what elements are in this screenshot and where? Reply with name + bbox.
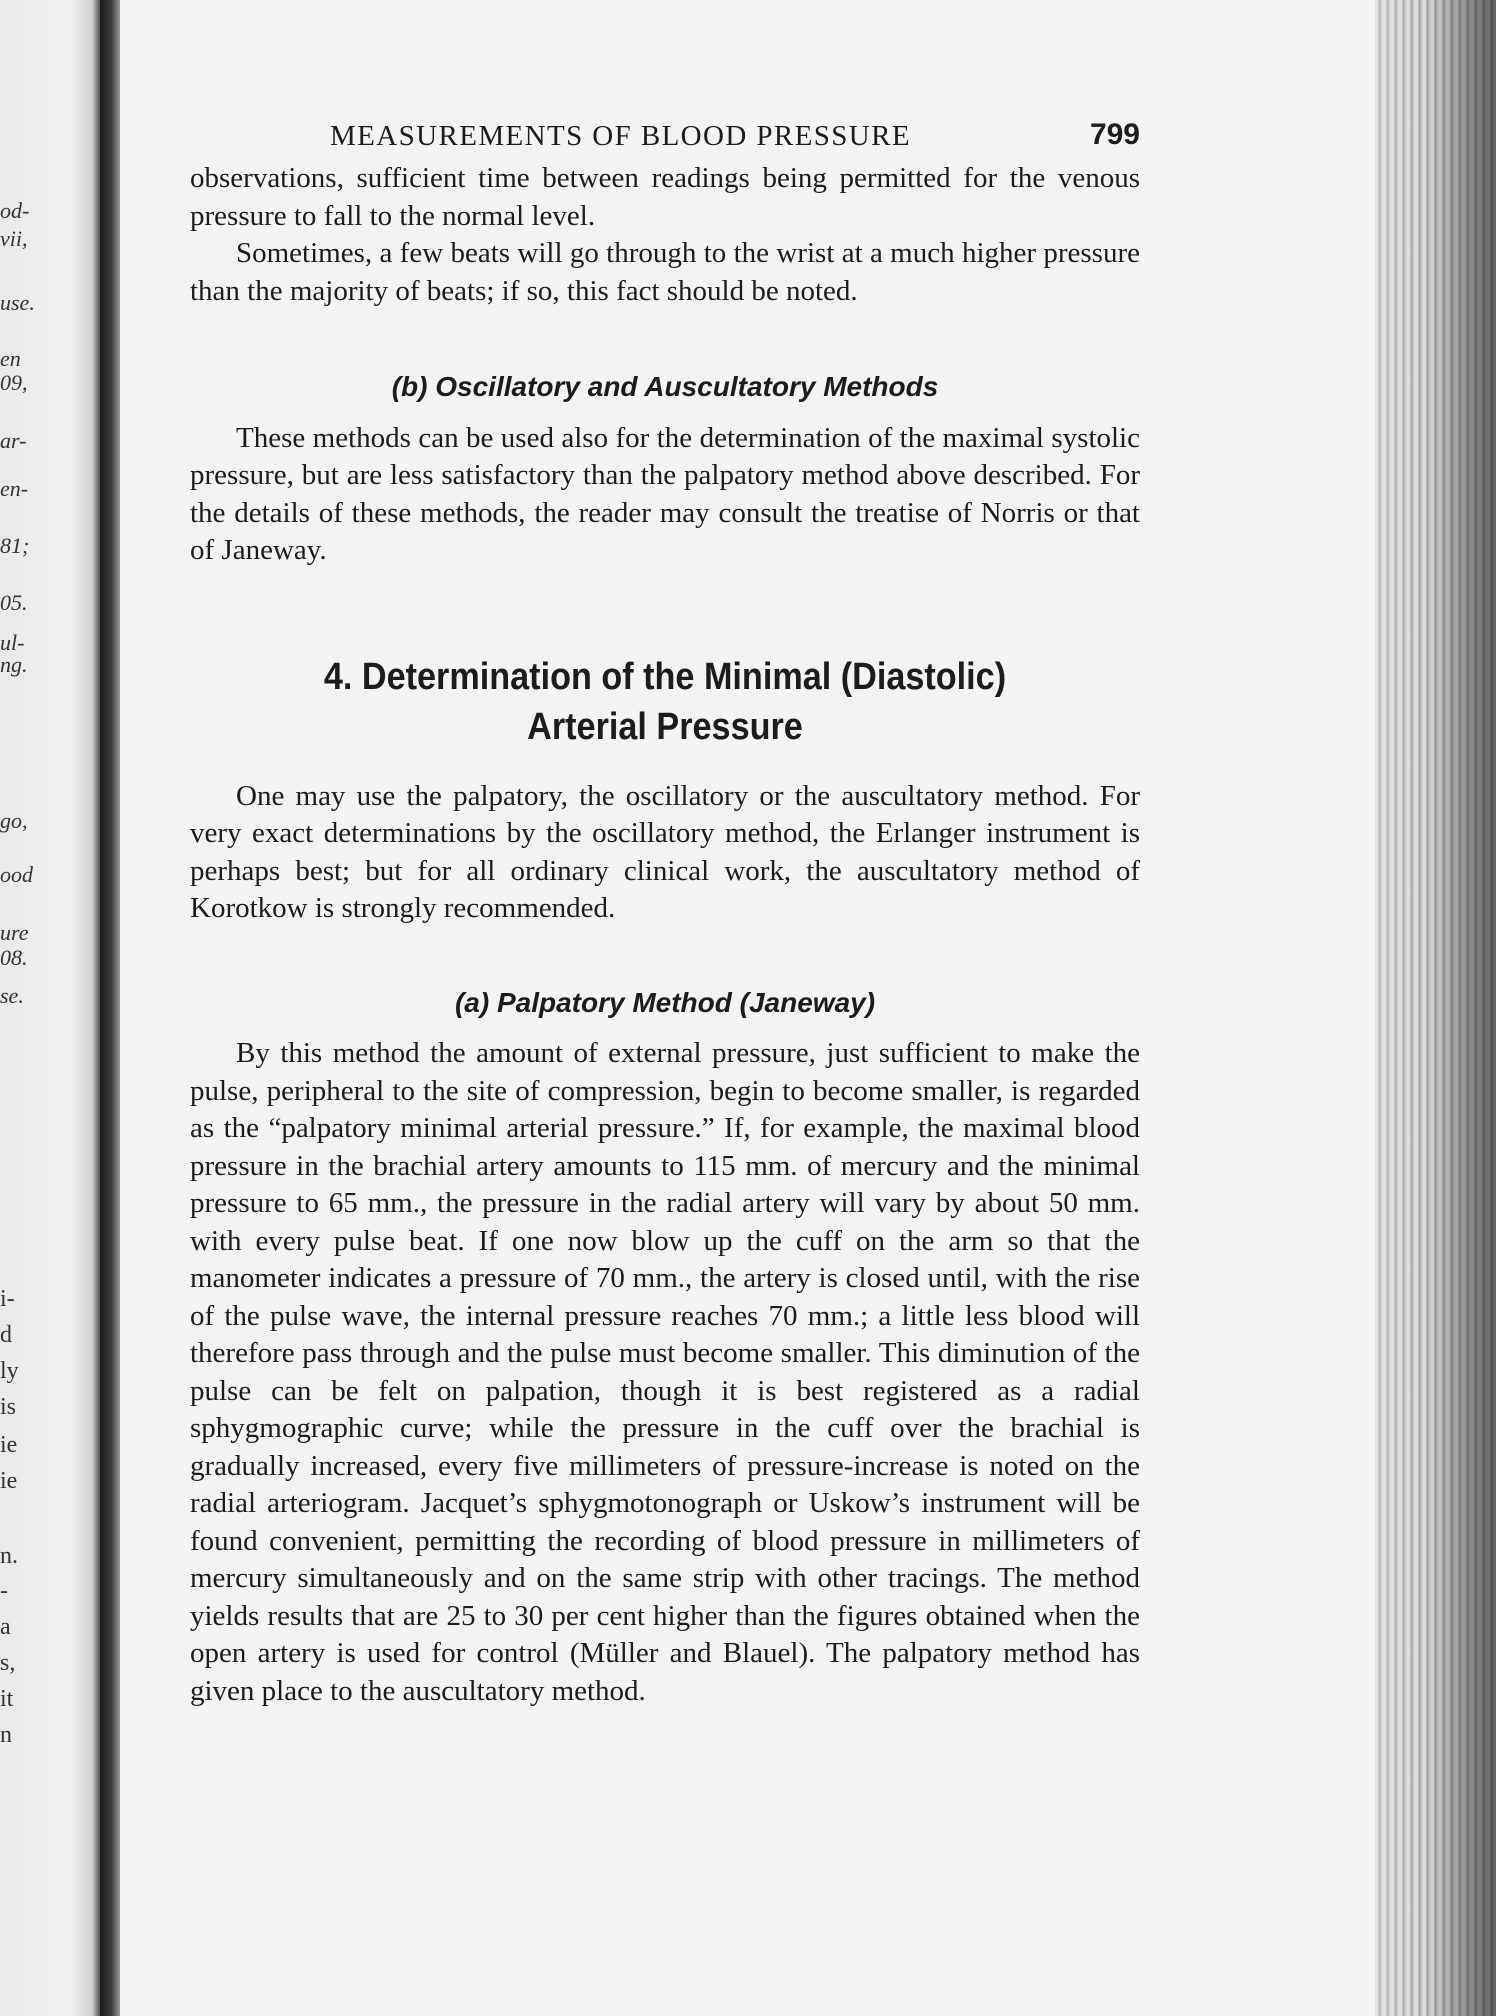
fragment: is (0, 1394, 17, 1420)
fragment: od- (0, 198, 30, 223)
fragment: 81; (0, 533, 30, 558)
fragment: ood (0, 862, 33, 887)
section-heading-block (190, 652, 1140, 752)
fragment: ly (0, 1358, 19, 1384)
page-number: 799 (1089, 118, 1140, 151)
section-heading-line1: 4. Determination of the Minimal (Diastolic) (323, 655, 1007, 698)
paragraph-palpatory-method: By this method the amount of external pressure, just sufficient to make the pulse, peripheral to the site of compression, begin to become smaller, is regarded as the “palpatory minimal arterial pressure.” If, for example, the maximal blood pressure in the brachial artery amounts to 115 mm. of mercury and the minimal pressure to 65 mm., the pressure in the radial artery will vary by about 50 mm. with every pulse beat. If one now blow up the cuff on the arm so that the manometer indicates a pressure of 70 mm., the artery is closed until, with the rise of the pulse wave, the internal pressure reaches 70 mm.; a little less blood will therefore pass through and the pulse must become smaller. This diminution of the pulse can be felt on palpation, though it is best registered as a radial sphygmographic curve; while the pressure in the cuff over the brachial is gradually increased, every five millimeters of pressure-increase is noted on the radial arteriogram. Jacquet’s sphygmotonograph or Uskow’s instrument will be found convenient, permitting the recording of blood pressure in millimeters of mercury simultaneously and on the same strip with other tracings. The method yields results that are 25 to 30 per cent higher than the figures obtained when the open artery is used for control (Müller and Blauel). The palpatory method has given place to the auscultatory method. (190, 1037, 1140, 1707)
fragment: use. (0, 290, 35, 315)
fragment: - (0, 1578, 8, 1604)
running-title: MEASUREMENTS OF BLOOD PRESSURE (330, 120, 912, 152)
fragment: go, (0, 808, 28, 833)
fragment: 09, (0, 370, 28, 395)
fragment: s, (0, 1650, 16, 1676)
fragment: n. (0, 1543, 18, 1569)
fragment: i- (0, 1286, 15, 1312)
fragment: ie (0, 1432, 18, 1458)
left-page-text-fragments (0, 0, 100, 2016)
fragment: ul- (0, 630, 25, 655)
page-stack-edges (1375, 0, 1496, 2016)
section-heading-line2: Arterial Pressure (527, 705, 803, 748)
paragraph-continuation: observations, sufficient time between readings being permitted for the venous pressure to fall to the normal level. (190, 162, 1140, 232)
fragment: en- (0, 476, 29, 501)
fragment: n (0, 1722, 12, 1748)
book-gutter (100, 0, 120, 2016)
fragment: d (0, 1322, 12, 1348)
fragment: vii, (0, 226, 28, 251)
fragment: se. (0, 983, 24, 1008)
fragment: ng. (0, 652, 28, 677)
page-content (190, 110, 1140, 1710)
subheading-oscillatory-auscultatory: (b) Oscillatory and Auscultatory Methods (391, 371, 939, 402)
paragraph-minimal-pressure-intro: One may use the palpatory, the oscillatory or the auscultatory method. For very exact determinations by the oscillatory method, the Erlanger instrument is perhaps best; but for all ordinary clinical work, the auscultatory method of Korotkow is strongly recommended. (190, 779, 1140, 924)
fragment: 08. (0, 945, 28, 970)
fragment: it (0, 1686, 14, 1712)
fragment: ar- (0, 428, 27, 453)
fragment: ure (0, 920, 29, 945)
paragraph-oscillatory-auscultatory: These methods can be used also for the determination of the maximal systolic pressure, but are less satisfactory than the palpatory method above described. For the details of these methods, the reader may consult the treatise of Norris or that of Janeway. (190, 421, 1140, 566)
paragraph-sometimes: Sometimes, a few beats will go through to the wrist at a much higher pressure than the majority of beats; if so, this fact should be noted. (190, 237, 1140, 307)
fragment: 05. (0, 590, 28, 615)
running-head (190, 110, 1140, 160)
fragment: ie (0, 1468, 18, 1494)
fragment: en (0, 346, 21, 371)
fragment: a (0, 1614, 11, 1640)
subheading-palpatory-method: (a) Palpatory Method (Janeway) (454, 986, 876, 1018)
